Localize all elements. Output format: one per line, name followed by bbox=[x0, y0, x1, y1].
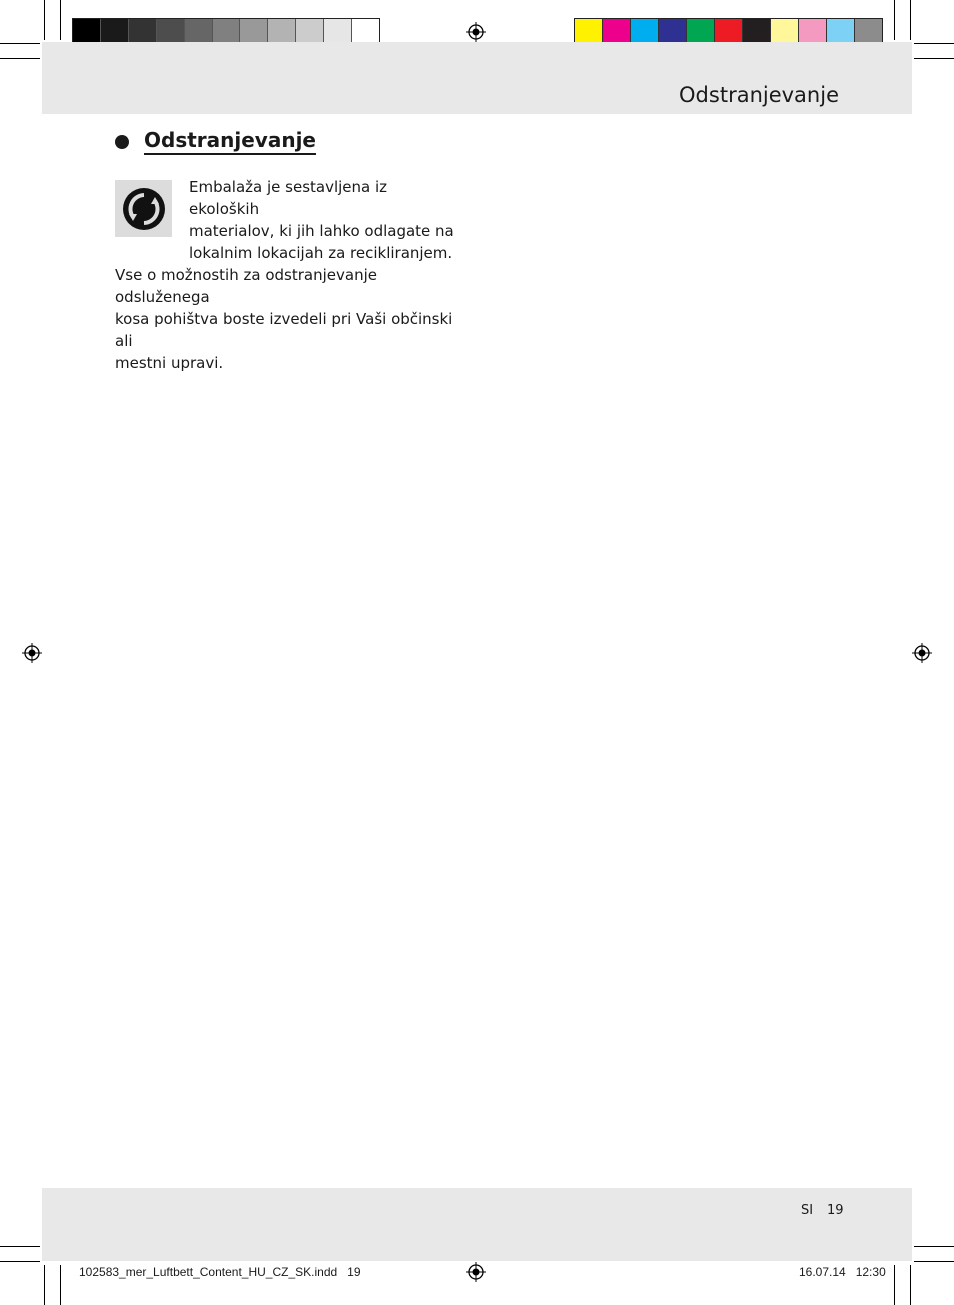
crop-mark bbox=[0, 58, 40, 59]
crop-mark bbox=[44, 1265, 45, 1305]
text-line: mestni upravi. bbox=[115, 354, 224, 372]
crop-mark bbox=[44, 0, 45, 40]
registration-mark-icon bbox=[466, 22, 486, 42]
language-code: SI bbox=[801, 1203, 814, 1218]
text-line: materialov, ki jih lahko odlagate na bbox=[189, 222, 454, 240]
registration-mark-icon bbox=[466, 1262, 486, 1282]
crop-mark bbox=[0, 43, 40, 44]
green-dot-recycling-icon bbox=[115, 180, 172, 237]
slug-datetime: 16.07.14 12:30 bbox=[799, 1265, 886, 1279]
crop-mark bbox=[60, 1265, 61, 1305]
registration-mark-icon bbox=[22, 643, 42, 663]
text-line: Embalaža je sestavljena iz ekoloških bbox=[189, 178, 388, 218]
text-line: Vse o možnostih za odstranjevanje odsluženega bbox=[115, 266, 377, 306]
crop-mark bbox=[60, 0, 61, 40]
crop-mark bbox=[914, 1261, 954, 1262]
crop-mark bbox=[910, 1265, 911, 1305]
section-heading bbox=[115, 128, 316, 155]
section-heading-text: Odstranjevanje bbox=[144, 128, 316, 155]
page-footer-band bbox=[42, 1188, 912, 1261]
packaging-paragraph bbox=[189, 176, 459, 264]
page-header-title: Odstranjevanje bbox=[679, 83, 839, 107]
registration-mark-icon bbox=[912, 643, 932, 663]
text-line: lokalnim lokacijah za recikliranjem. bbox=[189, 244, 453, 262]
crop-mark bbox=[910, 0, 911, 40]
slug-filename: 102583_mer_Luftbett_Content_HU_CZ_SK.indd 19 bbox=[79, 1265, 361, 1279]
crop-mark bbox=[894, 1265, 895, 1305]
disposal-paragraph bbox=[115, 264, 460, 374]
page-number: 19 bbox=[827, 1203, 844, 1218]
crop-mark bbox=[914, 43, 954, 44]
crop-mark bbox=[914, 1246, 954, 1247]
crop-mark bbox=[894, 0, 895, 40]
crop-mark bbox=[0, 1246, 40, 1247]
text-line: kosa pohištva boste izvedeli pri Vaši občinski ali bbox=[115, 310, 453, 350]
crop-mark bbox=[914, 58, 954, 59]
recycling-symbol-icon bbox=[122, 187, 166, 231]
crop-mark bbox=[0, 1261, 40, 1262]
bullet-icon bbox=[115, 135, 129, 149]
